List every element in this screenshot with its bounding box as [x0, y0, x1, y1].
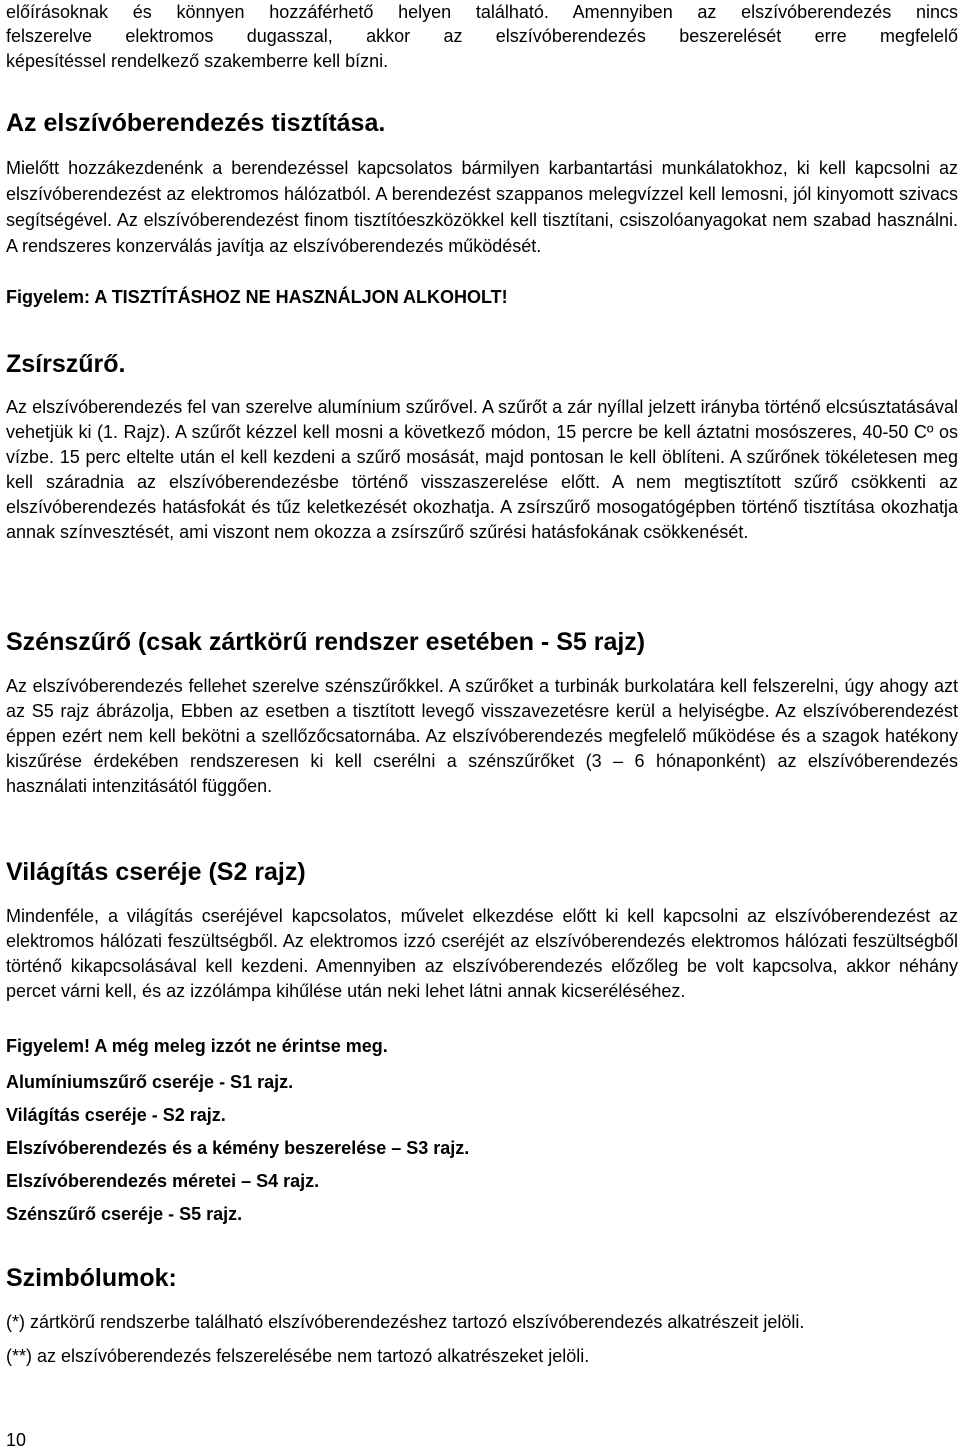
figure-caption-s2: Világítás cseréje - S2 rajz.: [6, 1105, 226, 1125]
cleaning-heading: Az elszívóberendezés tisztítása.: [6, 109, 386, 137]
carbon-filter-heading: Szénszűrő (csak zártkörű rendszer esetében - S5 rajz): [6, 628, 646, 656]
cleaning-paragraph: Mielőtt hozzákezdenénk a berendezéssel kapcsolatos bármilyen karbantartási munkálatokhoz, ki kell kapcsolni az elszívóberendezést az elektromos hálózatból. A berendezést szappanos melegvízzel kell lemosni, jól kinyomott szivacs segítségével. Az elszívóberendezést finom tisztítóeszközökkel kell tisztítani, csiszolóanyagokat nem szabad használni. A rendszeres konzerválás javítja az elszívóberendezés működését.: [6, 158, 958, 256]
figure-caption-s5: Szénszűrő cseréje - S5 rajz.: [6, 1204, 243, 1224]
figure-caption-s4: Elszívóberendezés méretei – S4 rajz.: [6, 1171, 320, 1191]
symbols-item-2: (**) az elszívóberendezés felszerelésébe nem tartozó alkatrészeket jelöli.: [6, 1346, 590, 1366]
grease-filter-heading: Zsírszűrő.: [6, 350, 126, 378]
lighting-paragraph: Mindenféle, a világítás cseréjével kapcsolatos, művelet elkezdése előtt ki kell kapcsolni az elszívóberendezést az elektromos hálózati feszültségből. Az elektromos izzó cseréjét az elszívóberendezés elektromos hálózati feszültségből történő kikapcsolásával kell kezdeni. Amennyiben az elszívóberendezés előzőleg be volt kapcsolva, akkor néhány percet várni kell, és az izzólámpa kihűlése után neki lehet látni annak kicseréléséhez.: [6, 906, 958, 1001]
carbon-filter-paragraph: Az elszívóberendezés fellehet szerelve szénszűrőkkel. A szűrőket a turbinák burkolatára kell felszerelni, úgy ahogy azt az S5 rajz ábrázolja, Ebben az esetben a tisztított levegő visszavezetésre kerül a helyiségbe. Az elszívóberendezést éppen ezért nem kell bekötni a szellőzőcsatornába. Az elszívóberendezés megfelelő működése és a szagok hatékony kiszűrése érdekében rendszeresen ki kell cserélni a szénszűrőket (3 – 6 hónaponként) az elszívóberendezés használati intenzitásától függően.: [6, 676, 958, 796]
grease-filter-paragraph: Az elszívóberendezés fel van szerelve alumínium szűrővel. A szűrőt a zár nyíllal jelzett irányba történő elcsúsztatásával vehetjük ki (1. Rajz). A szűrőt kézzel kell mosni a következő módon, 15 percre be kell áztatni mosószeres, 40-50 Cº os vízbe. 15 perc eltelte után el kell kezdeni a szűrő mosását, majd pontosan le kell öblíteni. A szűrőnek tökéletesen meg kell száradnia az elszívóberendezésbe történő visszaszerelése előtt. A nem megtisztított szűrő csökkenti az elszívóberendezés hatásfokát és tűz keletkezését okozhatja. A zsírszűrő mosogatógépben történő tisztítása okozhatja annak színvesztését, ami viszont nem okozza a zsírszűrő szűrési hatásfokának csökkenését.: [6, 397, 958, 542]
intro-line-3: képesítéssel rendelkező szakemberre kell bízni.: [6, 51, 389, 71]
lighting-warning: Figyelem! A még meleg izzót ne érintse meg.: [6, 1036, 388, 1056]
intro-line-2: felszerelve elektromos dugasszal, akkor az elszívóberendezés beszerelését erre megfelelő: [6, 26, 958, 46]
cleaning-warning: Figyelem: A TISZTÍTÁSHOZ NE HASZNÁLJON ALKOHOLT!: [6, 287, 508, 307]
lighting-heading: Világítás cseréje (S2 rajz): [6, 858, 306, 886]
symbols-heading: Szimbólumok:: [6, 1264, 177, 1292]
intro-line-1: előírásoknak és könnyen hozzáférhető helyen található. Amennyiben az elszívóberendezés nincs: [6, 2, 958, 22]
figure-caption-s1: Alumíniumszűrő cseréje - S1 rajz.: [6, 1072, 294, 1092]
symbols-item-1: (*) zártkörű rendszerbe található elszívóberendezéshez tartozó elszívóberendezés alkatrészeit jelöli.: [6, 1312, 805, 1332]
figure-caption-s3: Elszívóberendezés és a kémény beszerelése – S3 rajz.: [6, 1138, 470, 1158]
page-number: 10: [6, 1430, 27, 1450]
